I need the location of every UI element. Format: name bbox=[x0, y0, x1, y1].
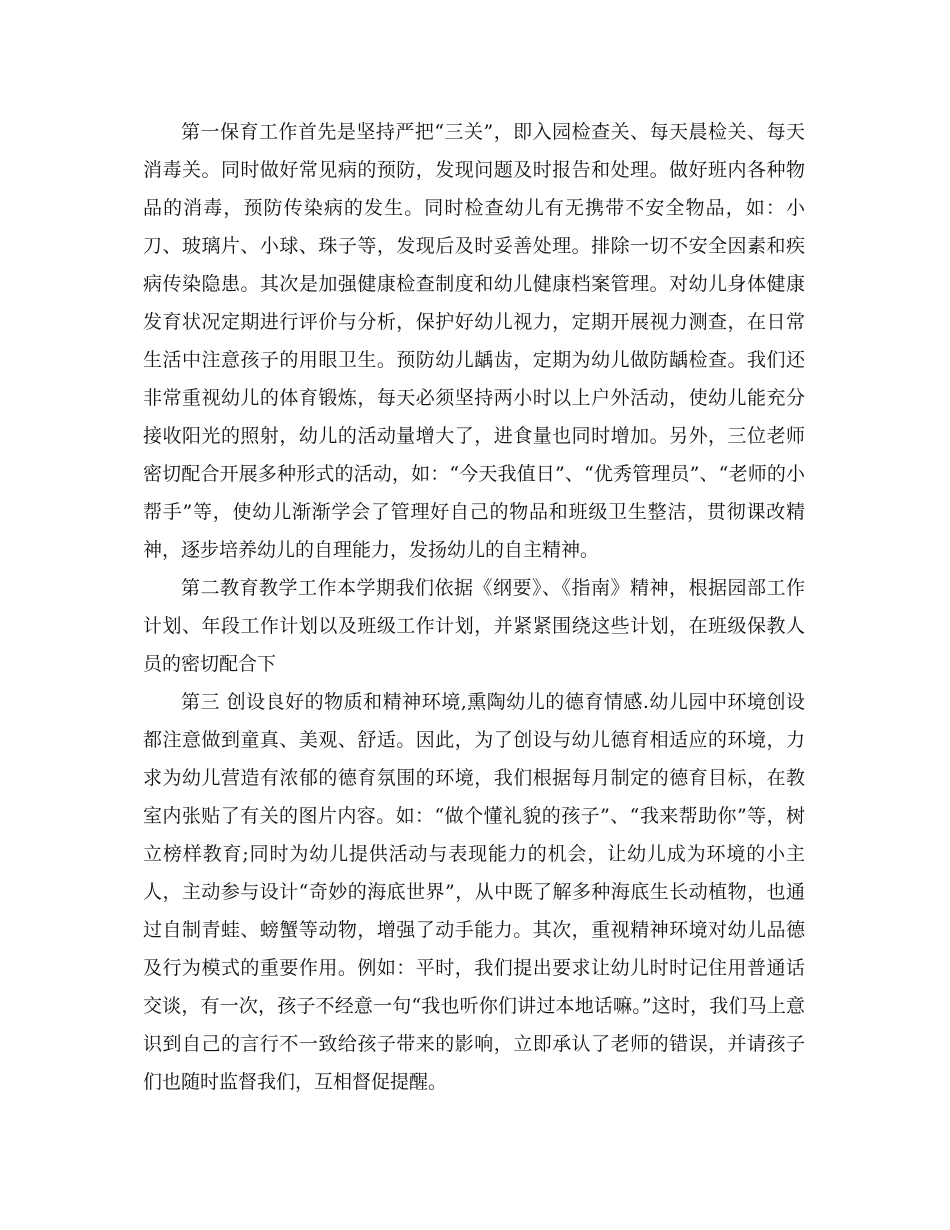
document-body bbox=[143, 113, 805, 1101]
paragraph-childcare: 第一保育工作首先是坚持严把“三关”，即入园检查关、每天晨检关、每天消毒关。同时做好常见病的预防，发现问题及时报告和处理。做好班内各种物品的消毒，预防传染病的发生。同时检查幼儿有无携带不安全物品，如：小刀、玻璃片、小球、珠子等，发现后及时妥善处理。排除一切不安全因素和疾病传染隐患。其次是加强健康检查制度和幼儿健康档案管理。对幼儿身体健康发育状况定期进行评价与分析，保护好幼儿视力，定期开展视力测查，在日常生活中注意孩子的用眼卫生。预防幼儿龋齿，定期为幼儿做防龋检查。我们还非常重视幼儿的体育锻炼，每天必须坚持两小时以上户外活动，使幼儿能充分接收阳光的照射，幼儿的活动量增大了，进食量也同时增加。另外，三位老师密切配合开展多种形式的活动，如：“今天我值日”、“优秀管理员”、“老师的小帮手”等，使幼儿渐渐学会了管理好自己的物品和班级卫生整洁，贯彻课改精神，逐步培养幼儿的自理能力，发扬幼儿的自主精神。 bbox=[143, 121, 805, 561]
paragraph-education: 第二教育教学工作本学期我们依据《纲要》、《指南》精神，根据园部工作计划、年段工作计划以及班级工作计划，并紧紧围绕这些计划，在班级保教人员的密切配合下 bbox=[143, 577, 805, 675]
paragraph-environment: 第三 创设良好的物质和精神环境,熏陶幼儿的德育情感.幼儿园中环境创设都注意做到童真、美观、舒适。因此，为了创设与幼儿德育相适应的环境，力求为幼儿营造有浓郁的德育氛围的环境，我们根据每月制定的德育目标，在教室内张贴了有关的图片内容。如：“做个懂礼貌的孩子”、“我来帮助你”等，树立榜样教育;同时为幼儿提供活动与表现能力的机会，让幼儿成为环境的小主人，主动参与设计“奇妙的海底世界”，从中既了解多种海底生长动植物，也通过自制青蛙、螃蟹等动物，增强了动手能力。其次，重视精神环境对幼儿品德及行为模式的重要作用。例如：平时，我们提出要求让幼儿时时记住用普通话交谈，有一次，孩子不经意一句“我也听你们讲过本地话嘛。”这时，我们马上意识到自己的言行不一致给孩子带来的影响，立即承认了老师的错误，并请孩子们也随时监督我们，互相督促提醒。 bbox=[143, 691, 805, 1093]
